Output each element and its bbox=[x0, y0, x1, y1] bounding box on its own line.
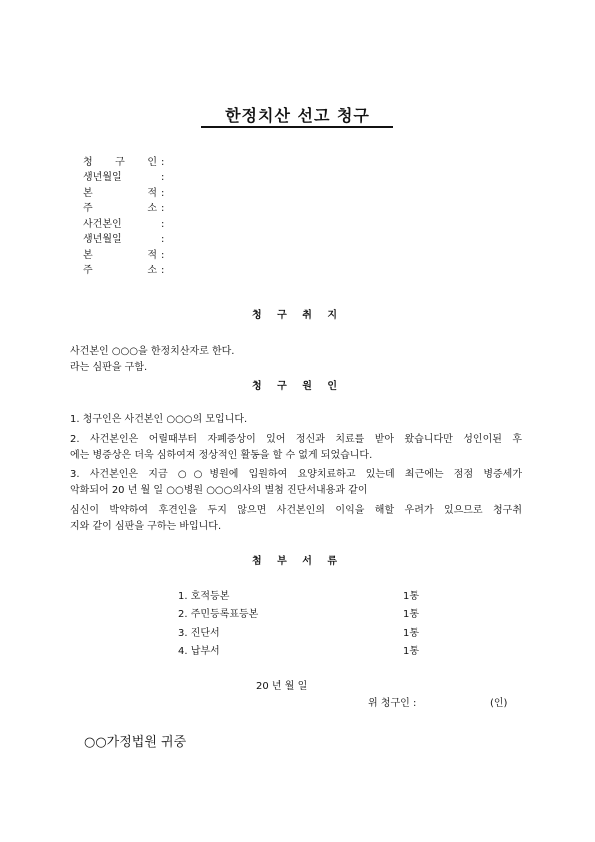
signature-seal: (인) bbox=[490, 698, 508, 709]
attachment-name: 2. 주민등록표등본 bbox=[178, 609, 259, 620]
field-label: 주 소 bbox=[83, 203, 157, 214]
party-row-petitioner: 청 구 인 : bbox=[83, 155, 164, 170]
field-label: 생년월일 bbox=[83, 172, 122, 183]
field-label: 청 구 인 bbox=[83, 157, 157, 168]
field-label: 주 소 bbox=[83, 265, 157, 276]
attachment-name: 1. 호적등본 bbox=[178, 591, 230, 602]
cause-line: 악화되어 20 년 월 일 ○○병원 ○○○의사의 별첨 진단서내용과 같이 bbox=[70, 485, 368, 496]
party-row-subject-domicile: 본 적 : bbox=[83, 248, 164, 263]
purpose-line: 라는 심판을 구함. bbox=[70, 362, 148, 373]
field-label: 본 적 bbox=[83, 250, 157, 261]
purpose-line: 사건본인 ○○○을 한정치산자로 한다. bbox=[70, 346, 235, 357]
party-row-domicile: 본 적 : bbox=[83, 186, 164, 201]
cause-line: 심신이 박약하여 후견인을 두지 않으면 사건본인의 이익을 해할 우려가 있으므로 청구취 bbox=[70, 505, 522, 516]
document-title: 한정치산 선고 청구 bbox=[225, 106, 370, 125]
section-heading-purpose: 청 구 취 지 bbox=[251, 310, 344, 321]
party-row-subject-address: 주 소 : bbox=[83, 263, 164, 278]
attachment-count: 1통 bbox=[403, 646, 420, 657]
signature-label: 위 청구인 : bbox=[368, 698, 417, 709]
cause-line: 지와 같이 심판을 구하는 바입니다. bbox=[70, 521, 222, 532]
attachment-name: 3. 진단서 bbox=[178, 628, 220, 639]
cause-line: 3. 사건본인은 지금 ○○병원에 입원하여 요양치료하고 있는데 최근에는 점점 병증세가 bbox=[70, 469, 522, 480]
party-row-birthdate: 생년월일 : bbox=[83, 170, 164, 185]
filing-date: 20 년 월 일 bbox=[256, 681, 308, 692]
title-underline bbox=[201, 126, 393, 128]
attachment-name: 4. 납부서 bbox=[178, 646, 220, 657]
cause-line: 에는 병증상은 더욱 심하여져 정상적인 활동을 할 수 없게 되었습니다. bbox=[70, 450, 373, 461]
section-heading-attachments: 첨 부 서 류 bbox=[251, 556, 344, 567]
party-row-address: 주 소 : bbox=[83, 201, 164, 216]
party-row-subject-birthdate: 생년월일 : bbox=[83, 232, 164, 247]
attachment-count: 1통 bbox=[403, 609, 420, 620]
section-heading-cause: 청 구 원 인 bbox=[251, 381, 344, 392]
field-label: 본 적 bbox=[83, 188, 157, 199]
cause-line: 2. 사건본인은 어릴때부터 자폐증상이 있어 정신과 치료를 받아 왔습니다만 성인이된 후 bbox=[70, 434, 522, 445]
field-label: 생년월일 bbox=[83, 234, 122, 245]
field-label: 사건본인 bbox=[83, 219, 122, 230]
attachment-count: 1통 bbox=[403, 628, 420, 639]
cause-line: 1. 청구인은 사건본인 ○○○의 모입니다. bbox=[70, 414, 248, 425]
party-row-subject: 사건본인 : bbox=[83, 217, 164, 232]
court-addressee: ○○가정법원 귀중 bbox=[84, 735, 187, 750]
attachment-count: 1통 bbox=[403, 591, 420, 602]
